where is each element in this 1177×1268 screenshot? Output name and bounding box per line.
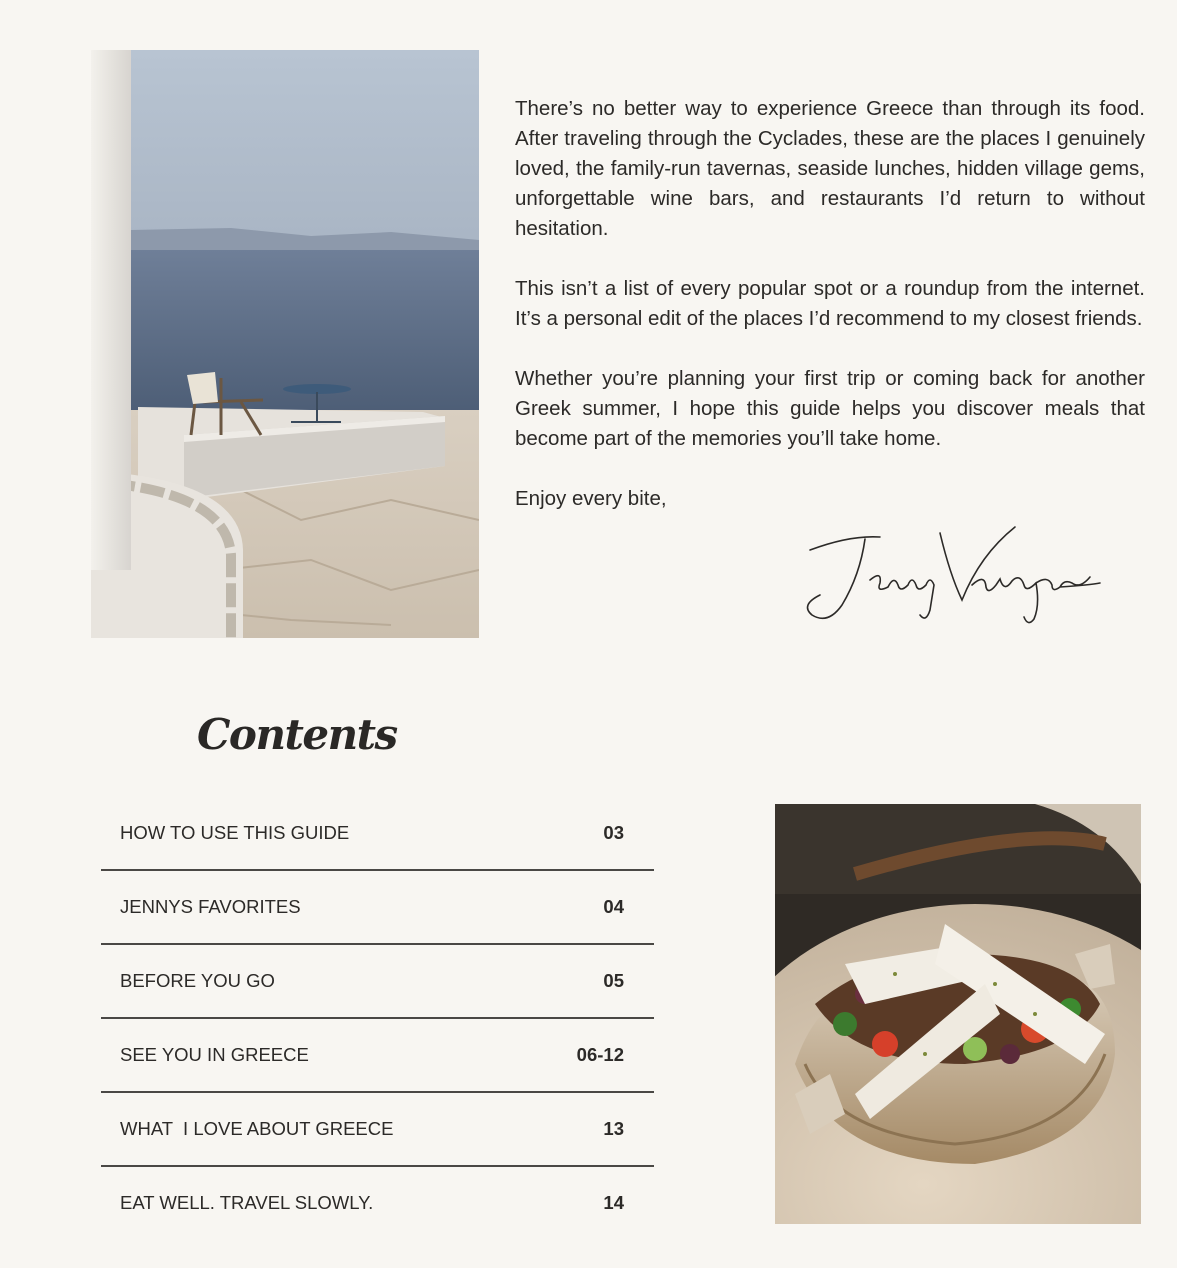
toc-item[interactable] (101, 1017, 654, 1091)
contents-title: Contents (197, 710, 397, 759)
toc-item[interactable] (101, 1091, 654, 1165)
intro-text (515, 94, 1145, 514)
terrace-sea-photo (91, 50, 479, 638)
sign-off: Enjoy every bite, (515, 487, 667, 510)
toc-item[interactable] (101, 1165, 654, 1239)
toc-item[interactable] (101, 797, 654, 869)
toc-item-page: 04 (603, 896, 624, 917)
intro-paragraph-2: This isn’t a list of every popular spot or a roundup from the internet. It’s a personal edit of the places I’d recommend to my closest friends. (515, 277, 1145, 330)
toc-item-label: SEE YOU IN GREECE (120, 1044, 309, 1065)
toc-item-label: BEFORE YOU GO (120, 970, 275, 991)
intro-paragraph-3: Whether you’re planning your first trip or coming back for another Greek summer, I hope this guide helps you discover meals that become part of the memories you’ll take home. (515, 367, 1145, 450)
toc-item-label: HOW TO USE THIS GUIDE (120, 822, 350, 843)
toc-item-page: 13 (603, 1118, 624, 1139)
toc-item-page: 03 (603, 822, 624, 843)
greek-salad-photo (775, 804, 1141, 1224)
toc-item[interactable] (101, 943, 654, 1017)
toc-item-page: 06-12 (576, 1044, 624, 1065)
intro-paragraph-1: There’s no better way to experience Greece than through its food. After traveling through the Cyclades, these are the places I genuinely loved, the family-run tavernas, seaside lunches, hidden village gems, unforgettable wine bars, and restaurants I’d return to without hesitation. (515, 97, 1145, 240)
table-of-contents (101, 797, 654, 1239)
toc-item-label: JENNYS FAVORITES (120, 896, 301, 917)
toc-item[interactable] (101, 869, 654, 943)
toc-item-page: 05 (603, 970, 624, 991)
toc-item-label: EAT WELL. TRAVEL SLOWLY. (120, 1192, 374, 1213)
toc-item-page: 14 (603, 1192, 624, 1213)
signature (790, 515, 1110, 635)
toc-item-label: WHAT I LOVE ABOUT GREECE (120, 1118, 394, 1139)
